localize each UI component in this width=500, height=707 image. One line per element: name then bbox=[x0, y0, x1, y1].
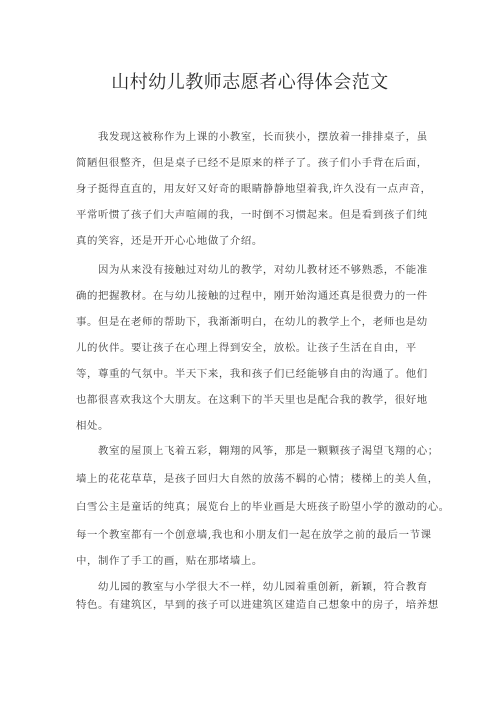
paragraph-3-line-5: 中，制作了手工的画，贴在那堵墙上。 bbox=[76, 555, 263, 567]
paragraph-2-line-1: 因为从来没有接触过对幼儿的教学，对幼儿教材还不够熟悉，不能准 bbox=[98, 264, 428, 276]
paragraph-3-line-1: 教室的屋顶上飞着五彩，翱翔的风筝，那是一颗颗孩子渴望飞翔的心； bbox=[98, 445, 439, 457]
paragraph-1-line-1: 我发现这被称作为上课的小教室，长而狭小，摆放着一排排桌子，虽 bbox=[98, 131, 428, 143]
paragraph-2-line-5: 等，尊重的气氛中。半天下来，我和孩子们已经能够自由的沟通了。他们 bbox=[76, 368, 428, 380]
paragraph-1-line-2: 简陋但很整齐，但是桌子已经不是原来的样子了。孩子们小手背在后面， bbox=[76, 157, 428, 169]
paragraph-2-line-7: 相处。 bbox=[76, 420, 109, 432]
paragraph-3-line-2: 墙上的花花草草，是孩子回归大自然的放荡不羁的心情；楼梯上的美人鱼， bbox=[76, 473, 439, 485]
paragraph-2-line-2: 确的把握教材。在与幼儿接触的过程中，刚开始沟通还真是很费力的一件 bbox=[76, 290, 428, 302]
paragraph-4-line-1: 幼儿园的教室与小学很大不一样，幼儿园着重创新，新颖，符合教育 bbox=[98, 581, 428, 593]
paragraph-4-line-2: 特色。有建筑区，早到的孩子可以进建筑区建造自己想象中的房子，培养想 bbox=[76, 599, 439, 611]
paragraph-1-line-4: 平常听惯了孩子们大声喧闹的我，一时倒不习惯起来。但是看到孩子们纯 bbox=[76, 209, 428, 221]
paragraph-3-line-3: 白雪公主是童话的纯真；展览台上的毕业画是大班孩子盼望小学的激动的心。 bbox=[76, 501, 450, 513]
paragraph-2-line-6: 也都很喜欢我这个大朋友。在这剩下的半天里也是配合我的教学，很好地 bbox=[76, 394, 428, 406]
document-title: 山村幼儿教师志愿者心得体会范文 bbox=[111, 72, 389, 93]
paragraph-2-line-4: 儿的伙伴。要让孩子在心理上得到安全，放松。让孩子生活在自由，平 bbox=[76, 342, 417, 354]
paragraph-3-line-4: 每一个教室都有一个创意墙,我也和小朋友们一起在放学之前的最后一节课 bbox=[76, 529, 432, 541]
paragraph-1-line-5: 真的笑容，还是开开心心地做了介绍。 bbox=[76, 235, 263, 247]
paragraph-1-line-3: 身子挺得直直的，用友好又好奇的眼睛静静地望着我,许久没有一点声音， bbox=[76, 183, 432, 195]
paragraph-2-line-3: 事。但是在老师的帮助下，我渐渐明白，在幼儿的教学上个，老师也是幼 bbox=[76, 316, 428, 328]
